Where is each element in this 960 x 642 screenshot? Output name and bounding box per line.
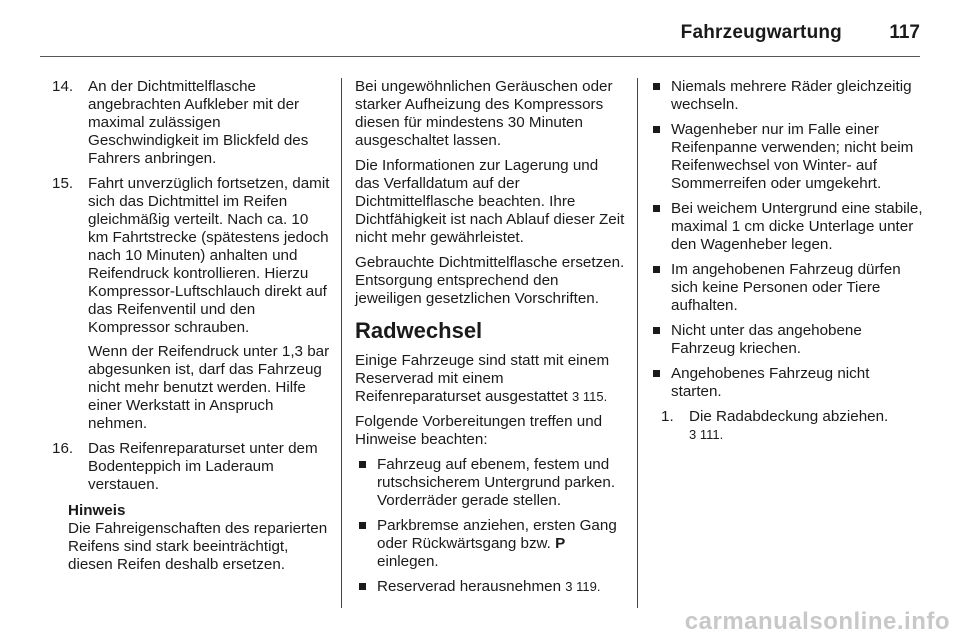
step-number: 15.	[52, 175, 74, 192]
list-item	[649, 322, 924, 358]
paragraph: Gebrauchte Dichtmittelflasche ersetzen. Entsorgung entsprechend den jeweiligen gesetzlichen Vorschriften.	[355, 254, 625, 307]
page-reference-link[interactable]: 3 119.	[565, 579, 601, 594]
column-divider-2	[637, 78, 638, 608]
note-text: Die Fahreigenschaften des reparierten Reifens sind stark beeinträchtigt, diesen Reifen deshalb ersetzen.	[68, 520, 328, 573]
list-item	[649, 365, 924, 401]
gear-position-label: P	[555, 535, 566, 552]
step-text: Die Radabdeckung abziehen.	[689, 408, 889, 425]
section-heading: Radwechsel	[355, 318, 483, 343]
list-item	[649, 200, 924, 254]
list-item-text: Fahrzeug auf ebenem, festem und rutschsicherem Untergrund parken. Vorderräder gerade stellen.	[377, 456, 616, 509]
list-item-text: Angehobenes Fahrzeug nicht starten.	[671, 365, 870, 400]
step-14	[52, 78, 330, 168]
step-continuation: Wenn der Reifendruck unter 1,3 bar abgesunken ist, darf das Fahrzeug nicht mehr benutzt werden. Hilfe einer Werkstatt in Anspruch nehmen.	[88, 343, 330, 432]
list-item-text: Parkbremse anziehen, ersten Gang oder Rückwärtsgang bzw.	[377, 517, 617, 552]
paragraph: Bei ungewöhnlichen Geräuschen oder starker Aufheizung des Kompressors diesen für mindestens 30 Minuten ausgeschaltet lassen.	[355, 78, 613, 149]
bullet-square-icon	[359, 461, 366, 468]
chapter-title: Fahrzeugwartung	[680, 22, 842, 43]
step-number: 1.	[661, 408, 674, 425]
list-item	[649, 78, 924, 114]
bullet-square-icon	[653, 205, 660, 212]
bullet-square-icon	[653, 126, 660, 133]
list-item	[649, 121, 924, 193]
step-text: Das Reifenreparaturset unter dem Bodenteppich im Laderaum verstauen.	[88, 440, 318, 493]
list-item	[355, 517, 625, 571]
column-3	[649, 78, 924, 451]
step-1	[661, 408, 924, 444]
column-divider-1	[341, 78, 342, 608]
paragraph	[355, 352, 625, 406]
bullet-square-icon	[359, 583, 366, 590]
paragraph: Die Informationen zur Lagerung und das Verfalldatum auf der Dichtmittelflasche beachten. Ihre Dichtfähigkeit ist nach Ablauf dieser Zeit nicht mehr gewährleistet.	[355, 157, 625, 246]
list-item	[355, 578, 625, 596]
page-header	[40, 12, 920, 56]
note-box	[68, 502, 330, 574]
step-text: Fahrt unverzüglich fortsetzen, damit sich das Dichtmittel im Reifen gleichmäßig verteilt. Nach ca. 10 km Fahrtstrecke (spätestens jedoch nach 10 Minuten) anhalten und Reifendruck kontrollieren. Hierzu Kompressor-Luftschlauch direkt auf das Reifenventil und den Kompressor schrauben.	[88, 175, 330, 336]
page-reference-link[interactable]: 3 111.	[689, 427, 724, 442]
list-item-text: Bei weichem Untergrund eine stabile, maximal 1 cm dicke Unterlage unter den Wagenheber legen.	[671, 200, 923, 253]
step-text: An der Dichtmittelflasche angebrachten Aufkleber mit der maximal zulässigen Geschwindigkeit im Blickfeld des Fahrers anbringen.	[88, 78, 309, 167]
step-number: 14.	[52, 78, 74, 95]
column-1	[52, 78, 330, 574]
list-item-text: Reserverad herausnehmen	[377, 578, 562, 595]
bullet-square-icon	[653, 266, 660, 273]
paragraph-text: Einige Fahrzeuge sind statt mit einem Reserverad mit einem Reifenreparaturset ausgestattet	[355, 352, 610, 405]
step-16	[52, 440, 330, 494]
bullet-square-icon	[653, 327, 660, 334]
step-15	[52, 175, 330, 433]
list-item-text: Nicht unter das angehobene Fahrzeug kriechen.	[671, 322, 862, 357]
list-item-text: Wagenheber nur im Falle einer Reifenpanne verwenden; nicht beim Reifenwechsel von Winter- auf Sommerreifen oder umgekehrt.	[671, 121, 914, 192]
bullet-square-icon	[653, 83, 660, 90]
list-item	[649, 261, 924, 315]
list-item	[355, 456, 625, 510]
step-number: 16.	[52, 440, 74, 457]
page-number: 117	[889, 22, 920, 43]
list-item-text: einlegen.	[377, 553, 439, 570]
paragraph: Folgende Vorbereitungen treffen und Hinweise beachten:	[355, 413, 603, 448]
bullet-square-icon	[653, 370, 660, 377]
list-item-text: Niemals mehrere Räder gleichzeitig wechseln.	[671, 78, 912, 113]
header-divider	[40, 56, 920, 57]
column-2	[355, 78, 625, 603]
watermark: carmanualsonline.info	[684, 608, 950, 635]
list-item-text: Im angehobenen Fahrzeug dürfen sich keine Personen oder Tiere aufhalten.	[671, 261, 901, 314]
bullet-square-icon	[359, 522, 366, 529]
page-reference-link[interactable]: 3 115.	[572, 389, 608, 404]
note-title: Hinweis	[68, 502, 126, 519]
